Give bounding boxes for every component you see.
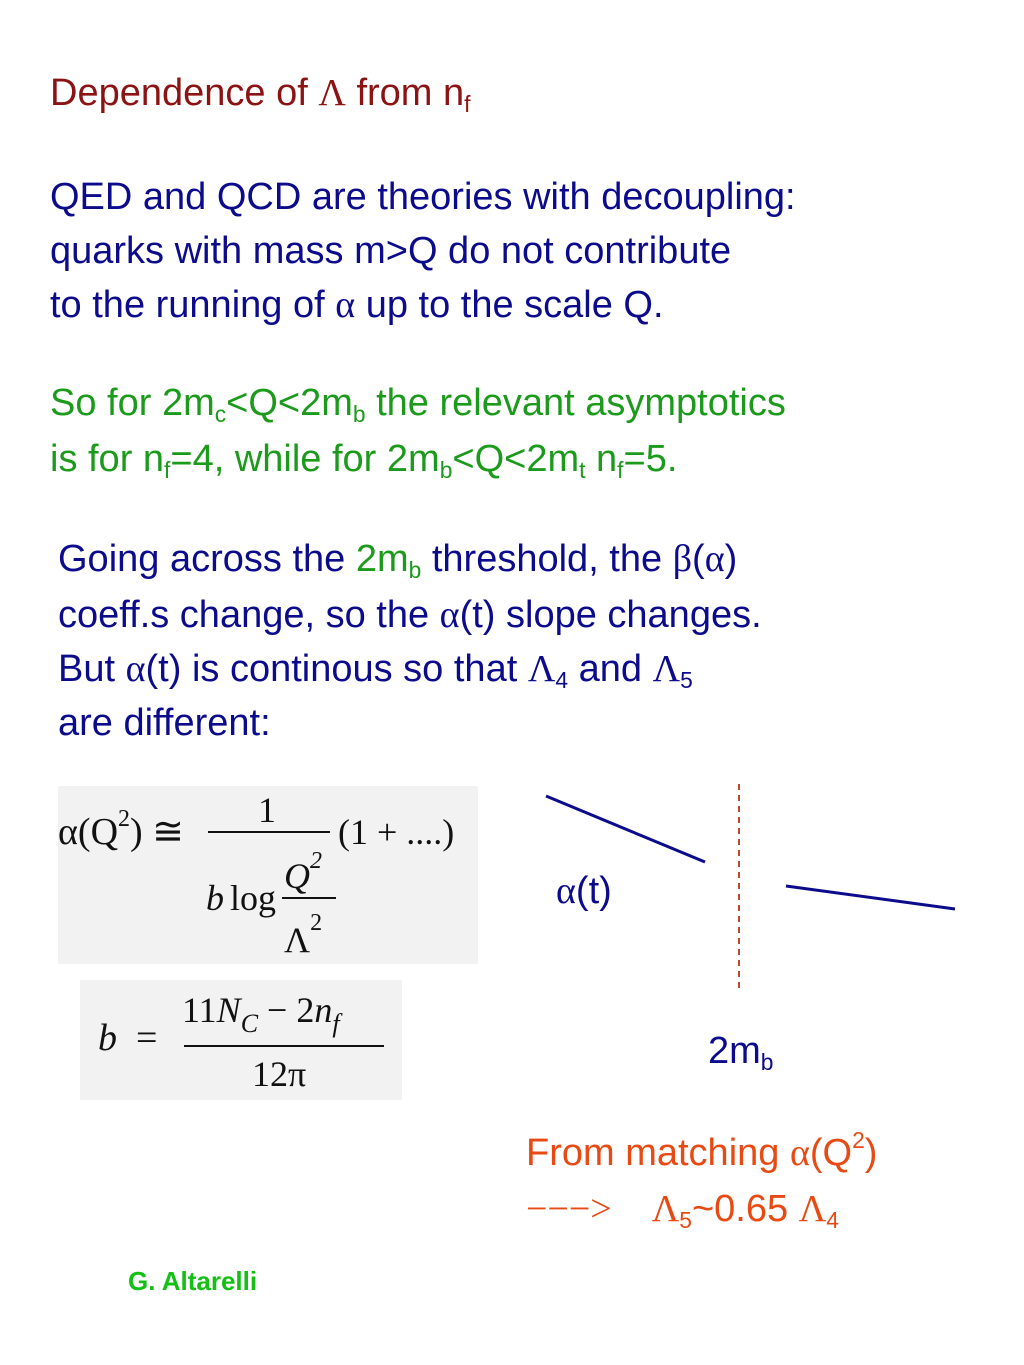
subscript: 4 <box>826 1206 839 1233</box>
alpha-symbol: α <box>556 870 576 912</box>
alpha-symbol: α <box>125 648 146 690</box>
text: up to the scale Q. <box>355 284 664 326</box>
text: Going across the <box>58 538 356 580</box>
text: <Q<2m <box>452 438 580 480</box>
superscript: 2 <box>852 1126 865 1153</box>
text: (Q <box>809 1132 853 1174</box>
formula-b: b <box>98 1017 117 1059</box>
text: n <box>585 438 618 480</box>
text: (t) is continous so that <box>145 648 528 690</box>
matching-line-1 <box>526 1126 878 1174</box>
text: ) <box>724 538 738 580</box>
subscript: 4 <box>555 666 569 693</box>
formula-factor: (1 + ....) <box>338 812 455 852</box>
subscript: b <box>408 556 422 583</box>
lambda-symbol: Λ <box>651 1188 680 1230</box>
text: to the running of <box>50 284 336 326</box>
lambda-symbol: Λ <box>318 72 346 114</box>
subscript: b <box>439 456 453 483</box>
formula-q: $Q^2$ <box>284 848 322 896</box>
text: ( <box>692 538 705 580</box>
threshold-line-4: are different: <box>58 702 271 744</box>
alpha-t-label <box>556 872 612 910</box>
alpha-symbol: α <box>704 538 725 580</box>
formula-lambda: $\Lambda^2$ <box>284 910 323 960</box>
title-text: Dependence of <box>50 72 319 114</box>
threshold-label <box>708 1030 774 1075</box>
text: But <box>58 648 126 690</box>
alpha-slope-below-threshold <box>546 796 705 862</box>
alpha-symbol: α <box>335 284 356 326</box>
decoupling-line-1: QED and QCD are theories with decoupling: <box>50 176 796 218</box>
text: and <box>568 648 653 690</box>
formula-b: b <box>206 878 224 918</box>
text: (t) <box>575 870 612 912</box>
alpha-symbol: α <box>789 1132 810 1174</box>
subscript: f <box>464 90 471 117</box>
beta-symbol: β <box>672 538 693 580</box>
decoupling-line-2: quarks with mass m>Q do not contribute <box>50 230 732 272</box>
text: ~0.65 <box>691 1188 799 1230</box>
subscript: c <box>214 400 227 427</box>
text: (t) slope changes. <box>459 594 762 636</box>
formula-lhs: $\alpha(Q^2)$ ≅ <box>58 806 185 853</box>
matching-line-2 <box>526 1188 839 1233</box>
subscript: b <box>760 1048 774 1075</box>
arrow-icon: −−−> <box>526 1188 612 1230</box>
lambda-symbol: Λ <box>798 1188 827 1230</box>
subscript: f <box>617 456 624 483</box>
alpha-symbol: α <box>439 594 460 636</box>
text: So for 2m <box>50 382 215 424</box>
text: =5. <box>623 438 678 480</box>
alpha-slope-above-threshold <box>786 886 955 909</box>
lambda-symbol: Λ <box>527 648 556 690</box>
formula-equals: = <box>136 1017 158 1059</box>
lambda-symbol: Λ <box>652 648 681 690</box>
text: threshold, the <box>421 538 673 580</box>
text: From matching <box>526 1132 790 1174</box>
text: ) <box>864 1132 878 1174</box>
subscript: b <box>352 400 366 427</box>
text: <Q<2m <box>226 382 353 424</box>
subscript: 5 <box>680 666 693 693</box>
text: the relevant asymptotics <box>365 382 786 424</box>
formula-numerator: $11N_C - 2n_f$ <box>182 990 340 1038</box>
formula-numerator: 1 <box>258 790 276 830</box>
text: =4, while for 2m <box>170 438 440 480</box>
formula-denominator: 12π <box>252 1054 307 1094</box>
subscript: 5 <box>679 1206 692 1233</box>
text: is for n <box>50 438 165 480</box>
subscript: f <box>164 456 171 483</box>
text: 2m <box>708 1030 761 1072</box>
text: coeff.s change, so the <box>58 594 440 636</box>
text: 2m <box>355 538 409 580</box>
formula-log: log <box>230 878 277 918</box>
author-credit: G. Altarelli <box>128 1266 258 1296</box>
subscript: t <box>579 456 586 483</box>
title-text: from n <box>345 72 465 114</box>
